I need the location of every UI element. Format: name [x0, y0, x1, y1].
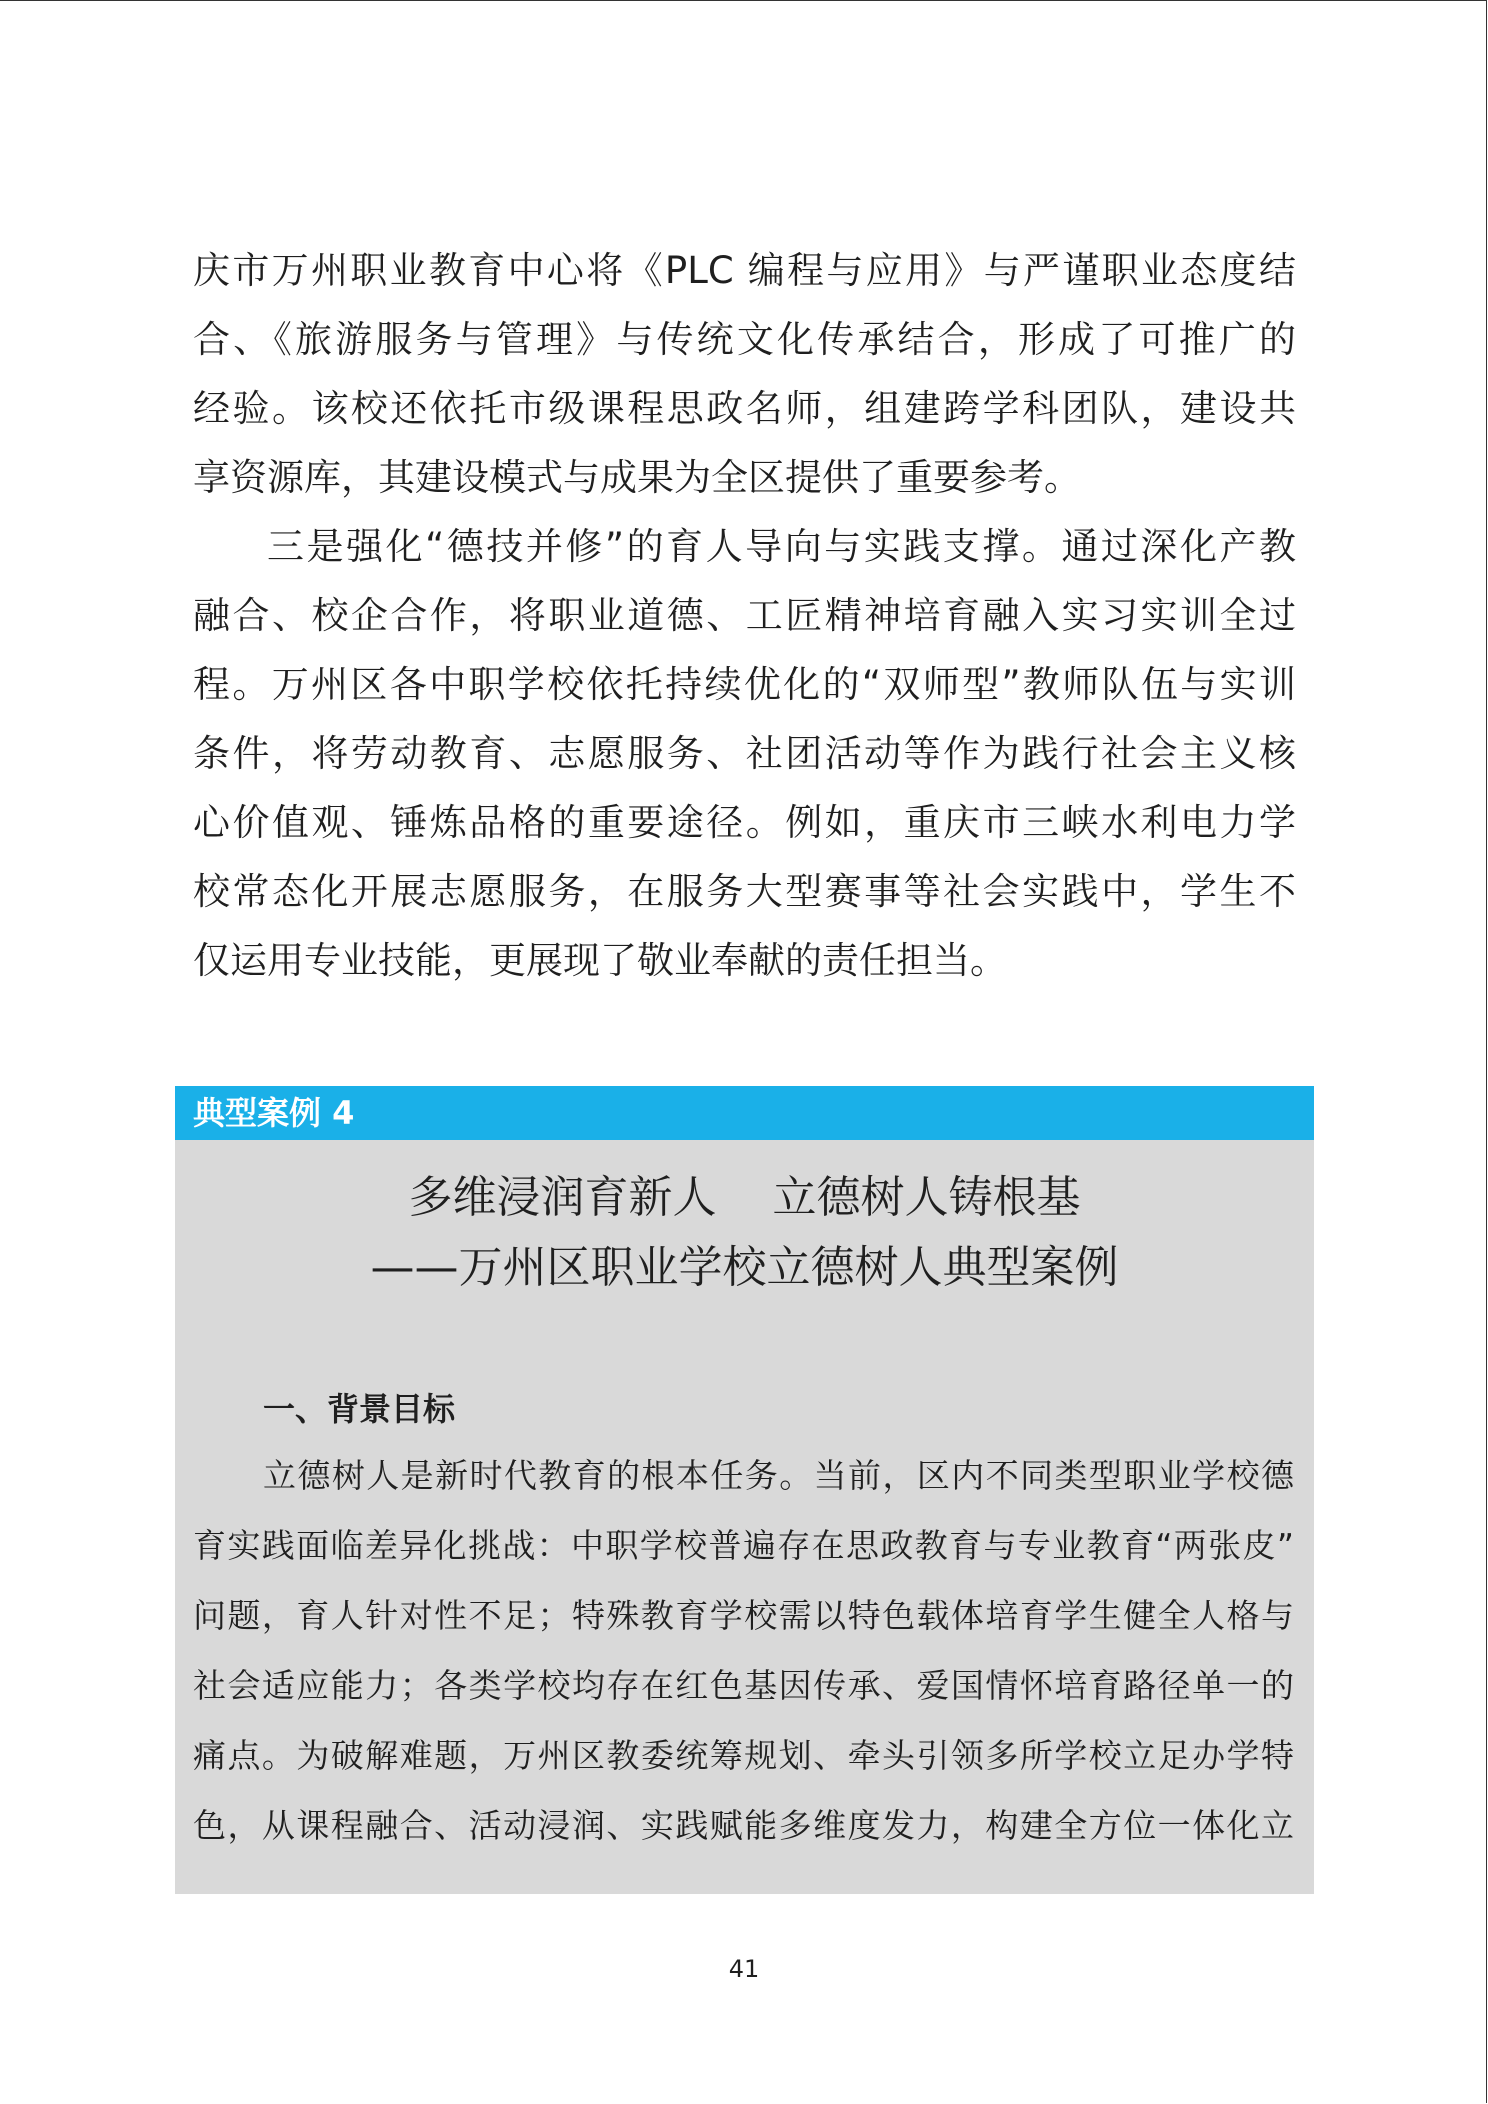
body-text-line: 校常态化开展志愿服务，在服务大型赛事等社会实践中，学生不 [193, 870, 1296, 913]
body-text-line: 条件，将劳动教育、志愿服务、社团活动等作为践行社会主义核 [193, 732, 1296, 775]
body-text-line: 心价值观、锤炼品格的重要途径。例如，重庆市三峡水利电力学 [193, 801, 1296, 844]
case-label: 典型案例 4 [193, 1094, 355, 1132]
case-box [175, 1140, 1314, 1894]
case-subtitle: ——万州区职业学校立德树人典型案例 [370, 1242, 1119, 1293]
case-text-line: 育实践面临差异化挑战：中职学校普遍存在思政教育与专业教育“两张皮” [193, 1526, 1294, 1565]
body-text-line: 仅运用专业技能，更展现了敬业奉献的责任担当。 [193, 939, 1007, 982]
page-number: 41 [728, 1955, 760, 1983]
body-text-line: 享资源库，其建设模式与成果为全区提供了重要参考。 [193, 456, 1081, 499]
case-header-bar [175, 1086, 1314, 1140]
case-text-line: 色，从课程融合、活动浸润、实践赋能多维度发力，构建全方位一体化立 [193, 1806, 1294, 1845]
section-heading: 一、背景目标 [263, 1390, 456, 1428]
case-title: 多维浸润育新人 立德树人铸根基 [408, 1172, 1081, 1223]
body-text-line: 程。万州区各中职学校依托持续优化的“双师型”教师队伍与实训 [193, 663, 1296, 706]
body-text-line: 融合、校企合作，将职业道德、工匠精神培育融入实习实训全过 [193, 594, 1296, 637]
body-text-line: 三是强化“德技并修”的育人导向与实践支撑。通过深化产教 [267, 525, 1296, 568]
case-text-line: 社会适应能力；各类学校均存在红色基因传承、爱国情怀培育路径单一的 [193, 1666, 1294, 1705]
body-text-line: 合、《旅游服务与管理》与传统文化传承结合，形成了可推广的 [193, 318, 1296, 361]
body-text-line: 庆市万州职业教育中心将《PLC 编程与应用》与严谨职业态度结 [193, 249, 1296, 292]
body-text-line: 经验。该校还依托市级课程思政名师，组建跨学科团队，建设共 [193, 387, 1296, 430]
case-text-line: 问题，育人针对性不足；特殊教育学校需以特色载体培育学生健全人格与 [193, 1596, 1294, 1635]
case-text-line: 立德树人是新时代教育的根本任务。当前，区内不同类型职业学校德 [263, 1456, 1294, 1495]
case-text-line: 痛点。为破解难题，万州区教委统筹规划、牵头引领多所学校立足办学特 [193, 1736, 1294, 1775]
